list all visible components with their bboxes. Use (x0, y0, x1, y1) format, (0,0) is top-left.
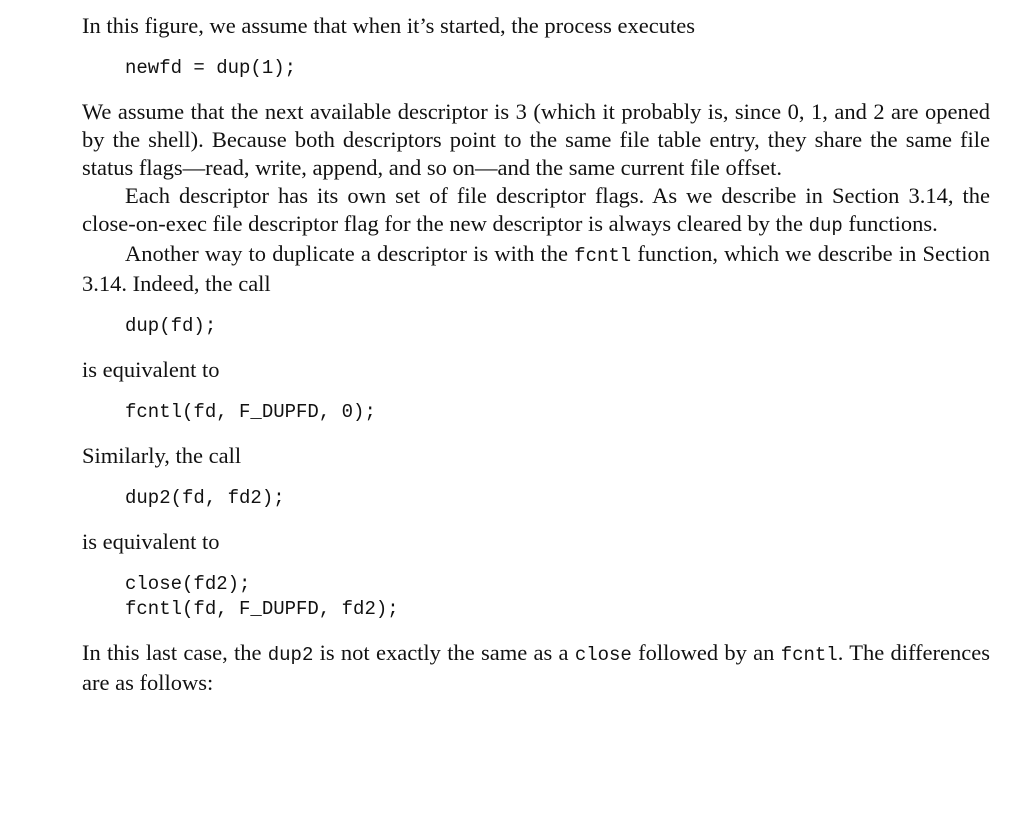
text-segment: is not exactly the same as a (313, 640, 575, 665)
code-close-fcntl-block (82, 572, 990, 622)
text-segment: followed by an (631, 640, 781, 665)
text-segment: Each descriptor has its own set of file descriptor flags. As we describe in Section 3.14, the close-on-exec file descriptor flag for the new descriptor is always cleared by the (82, 183, 990, 236)
inline-code-dup2: dup2 (267, 644, 314, 666)
paragraph-equivalent-2: is equivalent to (82, 529, 220, 554)
code-dup-fd: dup(fd); (125, 315, 217, 337)
code-fcntl-dupfd-zero: fcntl(fd, F_DUPFD, 0); (125, 401, 376, 423)
code-line-fcntl: fcntl(fd, F_DUPFD, fd2); (125, 598, 399, 620)
document-page (82, 12, 990, 697)
inline-code-dup: dup (808, 215, 843, 237)
inline-code-close: close (574, 644, 632, 666)
text-segment: In this last case, the (82, 640, 268, 665)
text-segment: Another way to duplicate a descriptor is with the (125, 241, 575, 266)
paragraph-next-descriptor: We assume that the next available descriptor is 3 (which it probably is, since 0, 1, and 2 are opened by the shell). Because both descriptors point to the same file table entry, they share the same file status flags—read, write, append, and so on—and the same current file offset. (82, 99, 990, 180)
paragraph-descriptor-flags (82, 182, 990, 240)
paragraph-intro: In this figure, we assume that when it’s started, the process executes (82, 13, 695, 38)
paragraph-similarly: Similarly, the call (82, 443, 242, 468)
code-dup-newfd: newfd = dup(1); (125, 57, 297, 79)
paragraph-fcntl-intro (82, 240, 990, 298)
text-segment: function, which we describe in Section 3.14. Indeed, the call (82, 241, 990, 296)
inline-code-fcntl: fcntl (780, 644, 838, 666)
inline-code-fcntl: fcntl (574, 245, 632, 267)
code-dup2: dup2(fd, fd2); (125, 487, 285, 509)
text-segment: functions. (842, 211, 938, 236)
text-segment: . The differences are as follows: (82, 640, 990, 695)
code-line-close: close(fd2); (125, 573, 251, 595)
paragraph-equivalent-1: is equivalent to (82, 357, 220, 382)
paragraph-differences (82, 639, 990, 697)
